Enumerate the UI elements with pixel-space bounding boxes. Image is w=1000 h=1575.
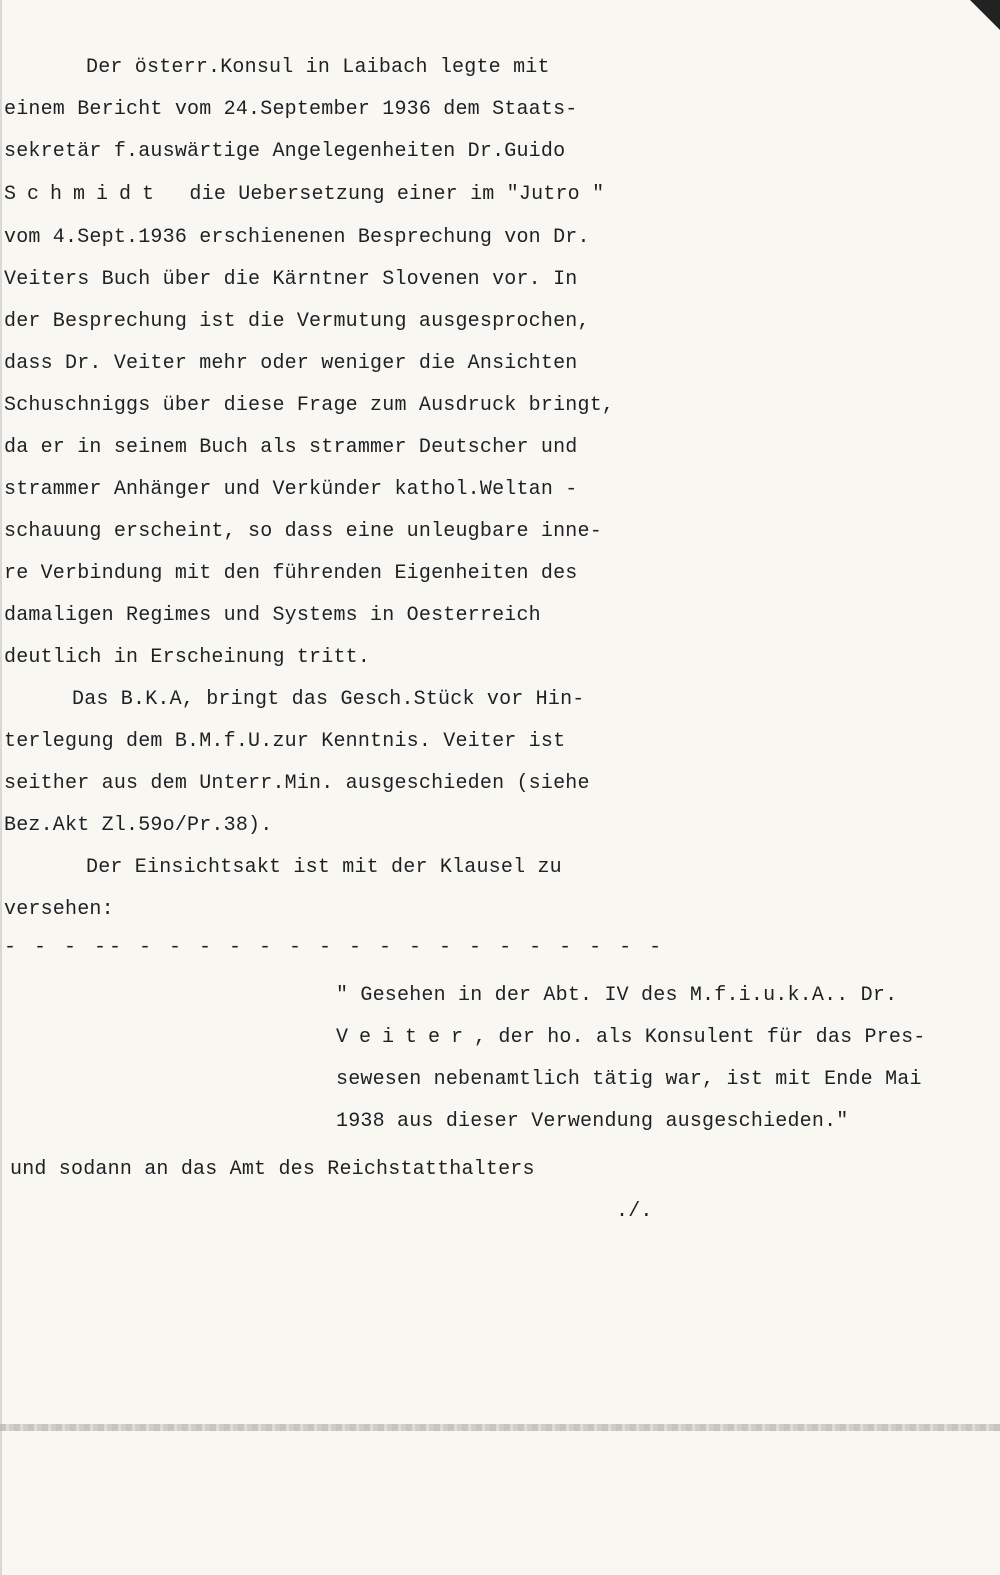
text-line: strammer Anhänger und Verkünder kathol.Weltan - — [4, 478, 578, 501]
text-line: Schuschniggs über diese Frage zum Ausdruck bringt, — [4, 394, 615, 417]
text-line: dass Dr. Veiter mehr oder weniger die Ansichten — [4, 352, 578, 375]
spaced-name: Schmidt — [4, 183, 166, 206]
text-line: versehen: — [4, 898, 114, 921]
text-fragment: die Uebersetzung einer im "Jutro " — [189, 183, 605, 206]
text-fragment: , der ho. als Konsulent für das Pres- — [474, 1026, 926, 1049]
text-line: re Verbindung mit den führenden Eigenheiten des — [4, 562, 578, 585]
quote-line: sewesen nebenamtlich tätig war, ist mit Ende Mai — [336, 1068, 922, 1091]
spaced-name: Veiter — [336, 1026, 475, 1049]
quote-line: 1938 aus dieser Verwendung ausgeschieden." — [336, 1110, 849, 1133]
text-line: deutlich in Erscheinung tritt. — [4, 646, 371, 669]
text-line: damaligen Regimes und Systems in Oesterreich — [4, 604, 541, 627]
text-line — [4, 183, 604, 207]
quote-line — [336, 1026, 926, 1050]
dashed-rule: - - - -- - - - - - - - - - - - - - - - - - - — [4, 936, 665, 959]
text-line: schauung erscheint, so dass eine unleugbare inne- — [4, 520, 602, 543]
continuation-mark: ./. — [616, 1200, 653, 1223]
text-line: Der österr.Konsul in Laibach legte mit — [86, 56, 550, 79]
text-line: einem Bericht vom 24.September 1936 dem Staats- — [4, 98, 578, 121]
text-line: Das B.K.A, bringt das Gesch.Stück vor Hin- — [72, 688, 585, 711]
closing-line: und sodann an das Amt des Reichstatthalters — [10, 1158, 535, 1181]
text-line: terlegung dem B.M.f.U.zur Kenntnis. Veiter ist — [4, 730, 566, 753]
text-line: Bez.Akt Zl.59o/Pr.38). — [4, 814, 273, 837]
text-line: Veiters Buch über die Kärntner Slovenen vor. In — [4, 268, 578, 291]
text-line: der Besprechung ist die Vermutung ausgesprochen, — [4, 310, 590, 333]
text-line: da er in seinem Buch als strammer Deutscher und — [4, 436, 578, 459]
page-corner-fold — [970, 0, 1000, 30]
text-line: Der Einsichtsakt ist mit der Klausel zu — [86, 856, 562, 879]
page-left-edge — [0, 0, 2, 1575]
scan-artifact-band — [0, 1424, 1000, 1431]
text-line: vom 4.Sept.1936 erschienenen Besprechung von Dr. — [4, 226, 590, 249]
text-line: sekretär f.auswärtige Angelegenheiten Dr.Guido — [4, 140, 566, 163]
text-line: seither aus dem Unterr.Min. ausgeschieden (siehe — [4, 772, 590, 795]
quote-line: " Gesehen in der Abt. IV des M.f.i.u.k.A.. Dr. — [336, 984, 898, 1007]
